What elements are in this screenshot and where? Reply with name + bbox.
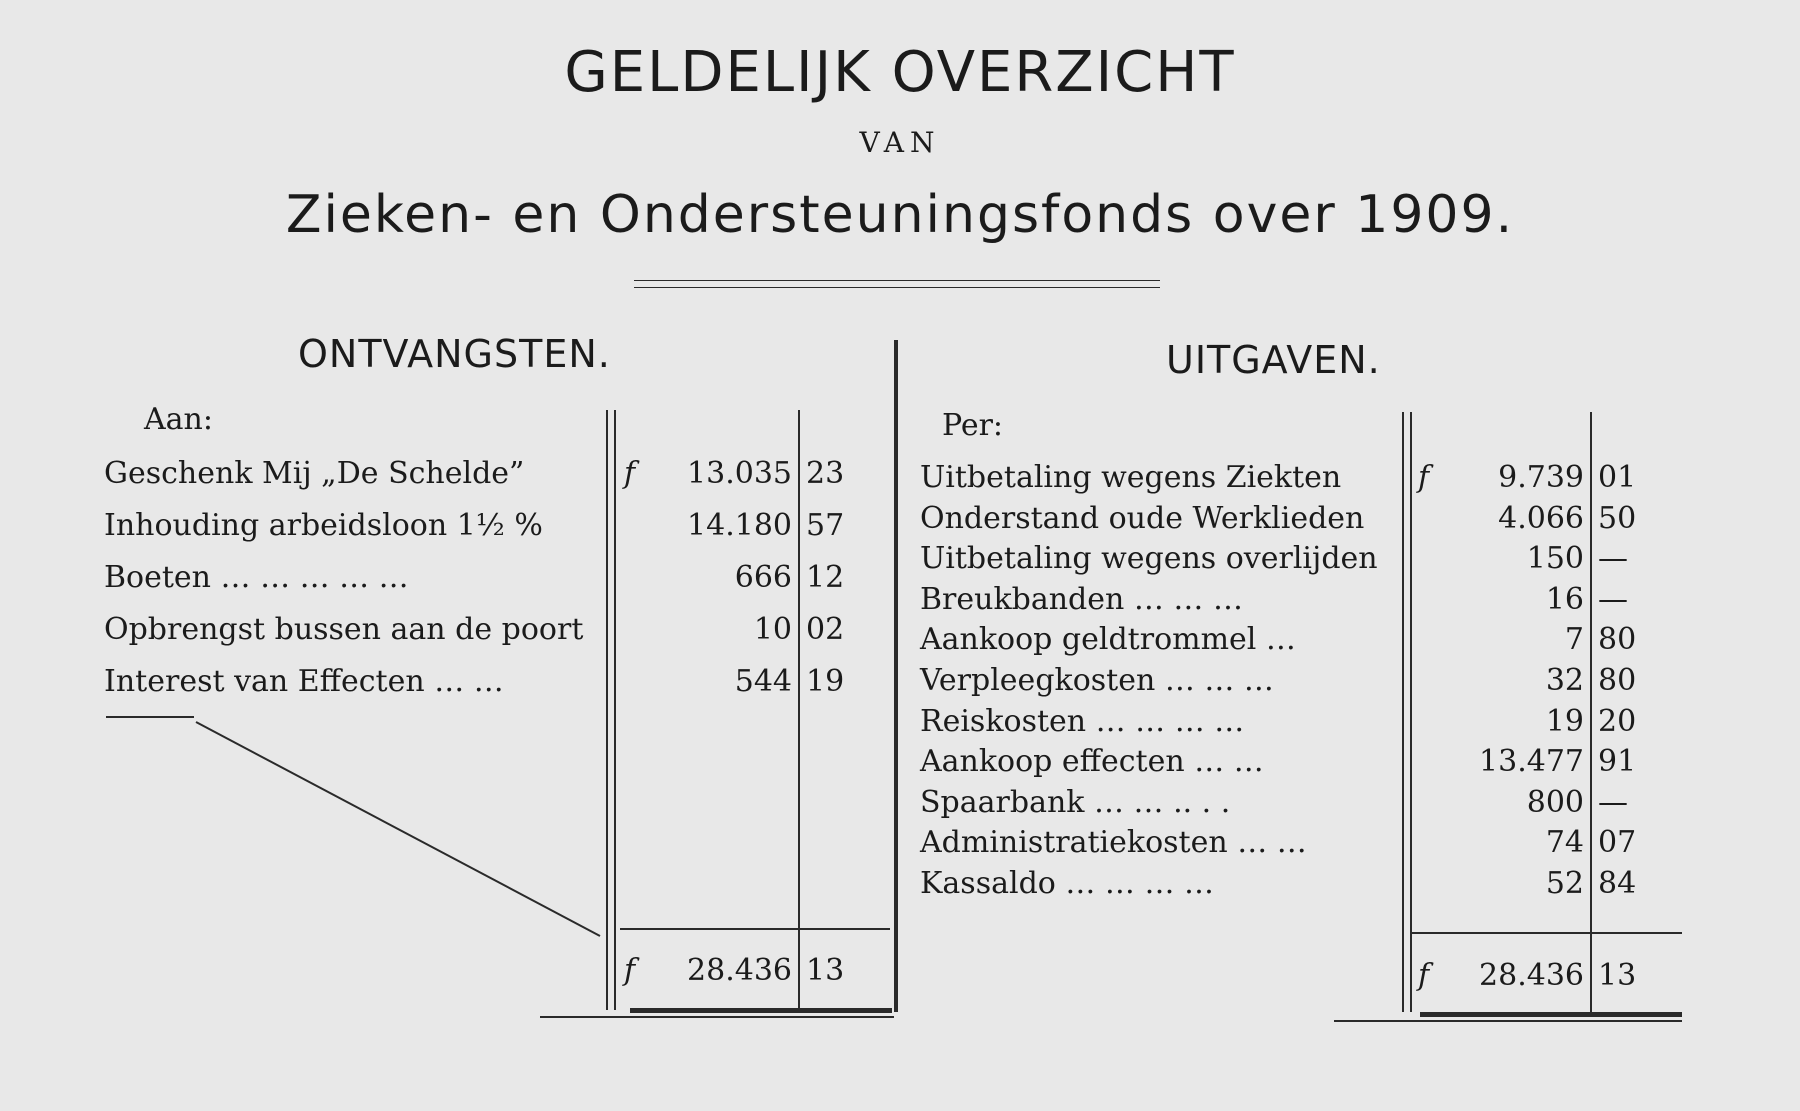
receipts-total-bottom-rule <box>630 1008 892 1013</box>
receipts-total-guilders: 28.436 <box>687 953 792 988</box>
expenses-row-guilders: 32 <box>1545 663 1584 698</box>
expenses-row-description: Uitbetaling wegens Ziekten <box>920 460 1342 495</box>
expenses-row-cents: 91 <box>1598 744 1637 780</box>
receipts-row-description: Opbrengst bussen aan de poort <box>104 612 584 647</box>
expenses-row-guilders: 19 <box>1545 703 1584 739</box>
expenses-row-description: Aankoop effecten … … <box>920 744 1264 780</box>
expenses-row-guilders: 7 <box>1564 622 1584 658</box>
receipts-row-guilders: 666 <box>734 560 792 595</box>
receipts-row-description: Boeten … … … … … <box>104 560 409 595</box>
expenses-row-cents: 07 <box>1598 825 1637 861</box>
expenses-row-description: Onderstand oude Werklieden <box>920 500 1365 536</box>
expenses-amount-rule-outer <box>1402 412 1404 1012</box>
expenses-amount-rule-inner <box>1410 412 1412 1012</box>
expenses-row-guilders: 16 <box>1545 581 1584 617</box>
expenses-row-cents: 84 <box>1598 866 1637 901</box>
expenses-row-guilders: 4.066 <box>1498 500 1584 536</box>
expenses-row-description: Breukbanden … … … <box>920 581 1243 617</box>
page-title: GELDELIJK OVERZICHT <box>564 40 1236 105</box>
expenses-heading: UITGAVEN. <box>1166 338 1381 382</box>
expenses-row-description: Kassaldo … … … … <box>920 866 1214 901</box>
receipts-row-cents: 12 <box>806 560 845 595</box>
receipts-total-cents: 13 <box>806 953 845 988</box>
receipts-row-cents: 57 <box>806 508 845 543</box>
expenses-prefix: Per: <box>942 408 1004 443</box>
expenses-total-top-rule <box>1412 932 1682 934</box>
receipts-row-currency: f <box>624 456 636 491</box>
expenses-row-cents: 01 <box>1598 460 1637 495</box>
expenses-total-cents: 13 <box>1598 958 1637 993</box>
receipts-total-currency: f <box>624 953 636 988</box>
expenses-total-bottom-rule <box>1420 1012 1682 1017</box>
expenses-row-cents: 50 <box>1598 500 1637 536</box>
expenses-row-description: Uitbetaling wegens overlijden <box>920 541 1378 577</box>
receipts-row-guilders: 13.035 <box>687 456 792 491</box>
expenses-row-description: Reiskosten … … … … <box>920 703 1245 739</box>
expenses-row-guilders: 150 <box>1526 541 1584 577</box>
expenses-row-description: Verpleegkosten … … … <box>920 663 1274 698</box>
receipts-total-top-rule <box>620 928 890 930</box>
title-connector: VAN <box>859 126 941 159</box>
receipts-row-guilders: 10 <box>753 612 792 647</box>
expenses-row-cents: 80 <box>1598 622 1637 658</box>
receipts-prefix: Aan: <box>144 402 213 437</box>
receipts-heading: ONTVANGSTEN. <box>298 332 611 376</box>
receipts-row-description: Interest van Effecten … … <box>104 664 504 699</box>
expenses-row-currency: f <box>1418 460 1430 495</box>
receipts-row-cents: 02 <box>806 612 845 647</box>
receipts-row-description: Geschenk Mij „De Schelde” <box>104 456 525 491</box>
expenses-row-guilders: 52 <box>1545 866 1584 901</box>
expenses-row-cents: — <box>1598 784 1628 820</box>
expenses-row-guilders: 13.477 <box>1479 744 1584 780</box>
expenses-row-description: Aankoop geldtrommel … <box>920 622 1296 658</box>
expenses-row-guilders: 800 <box>1526 784 1584 820</box>
expenses-total-currency: f <box>1418 958 1430 993</box>
expenses-total-guilders: 28.436 <box>1479 958 1584 993</box>
expenses-cents-rule <box>1590 412 1592 1012</box>
page-subtitle: Zieken- en Ondersteuningsfonds over 1909. <box>285 185 1515 245</box>
expenses-row-cents: — <box>1598 541 1628 577</box>
receipts-row-cents: 23 <box>806 456 845 491</box>
expenses-row-guilders: 9.739 <box>1498 460 1584 495</box>
expenses-row-cents: 80 <box>1598 663 1637 698</box>
receipts-row-guilders: 544 <box>734 664 792 699</box>
expenses-row-guilders: 74 <box>1545 825 1584 861</box>
receipts-row-cents: 19 <box>806 664 845 699</box>
expenses-row-description: Spaarbank … … .. . . <box>920 784 1231 820</box>
expenses-row-description: Administratiekosten … … <box>920 825 1307 861</box>
expenses-row-cents: 20 <box>1598 703 1637 739</box>
expenses-total-underline <box>1334 1020 1682 1022</box>
receipts-row-guilders: 14.180 <box>687 508 792 543</box>
expenses-row-cents: — <box>1598 581 1628 617</box>
receipts-row-description: Inhouding arbeidsloon 1½ % <box>104 508 543 543</box>
receipts-total-underline <box>540 1016 894 1018</box>
